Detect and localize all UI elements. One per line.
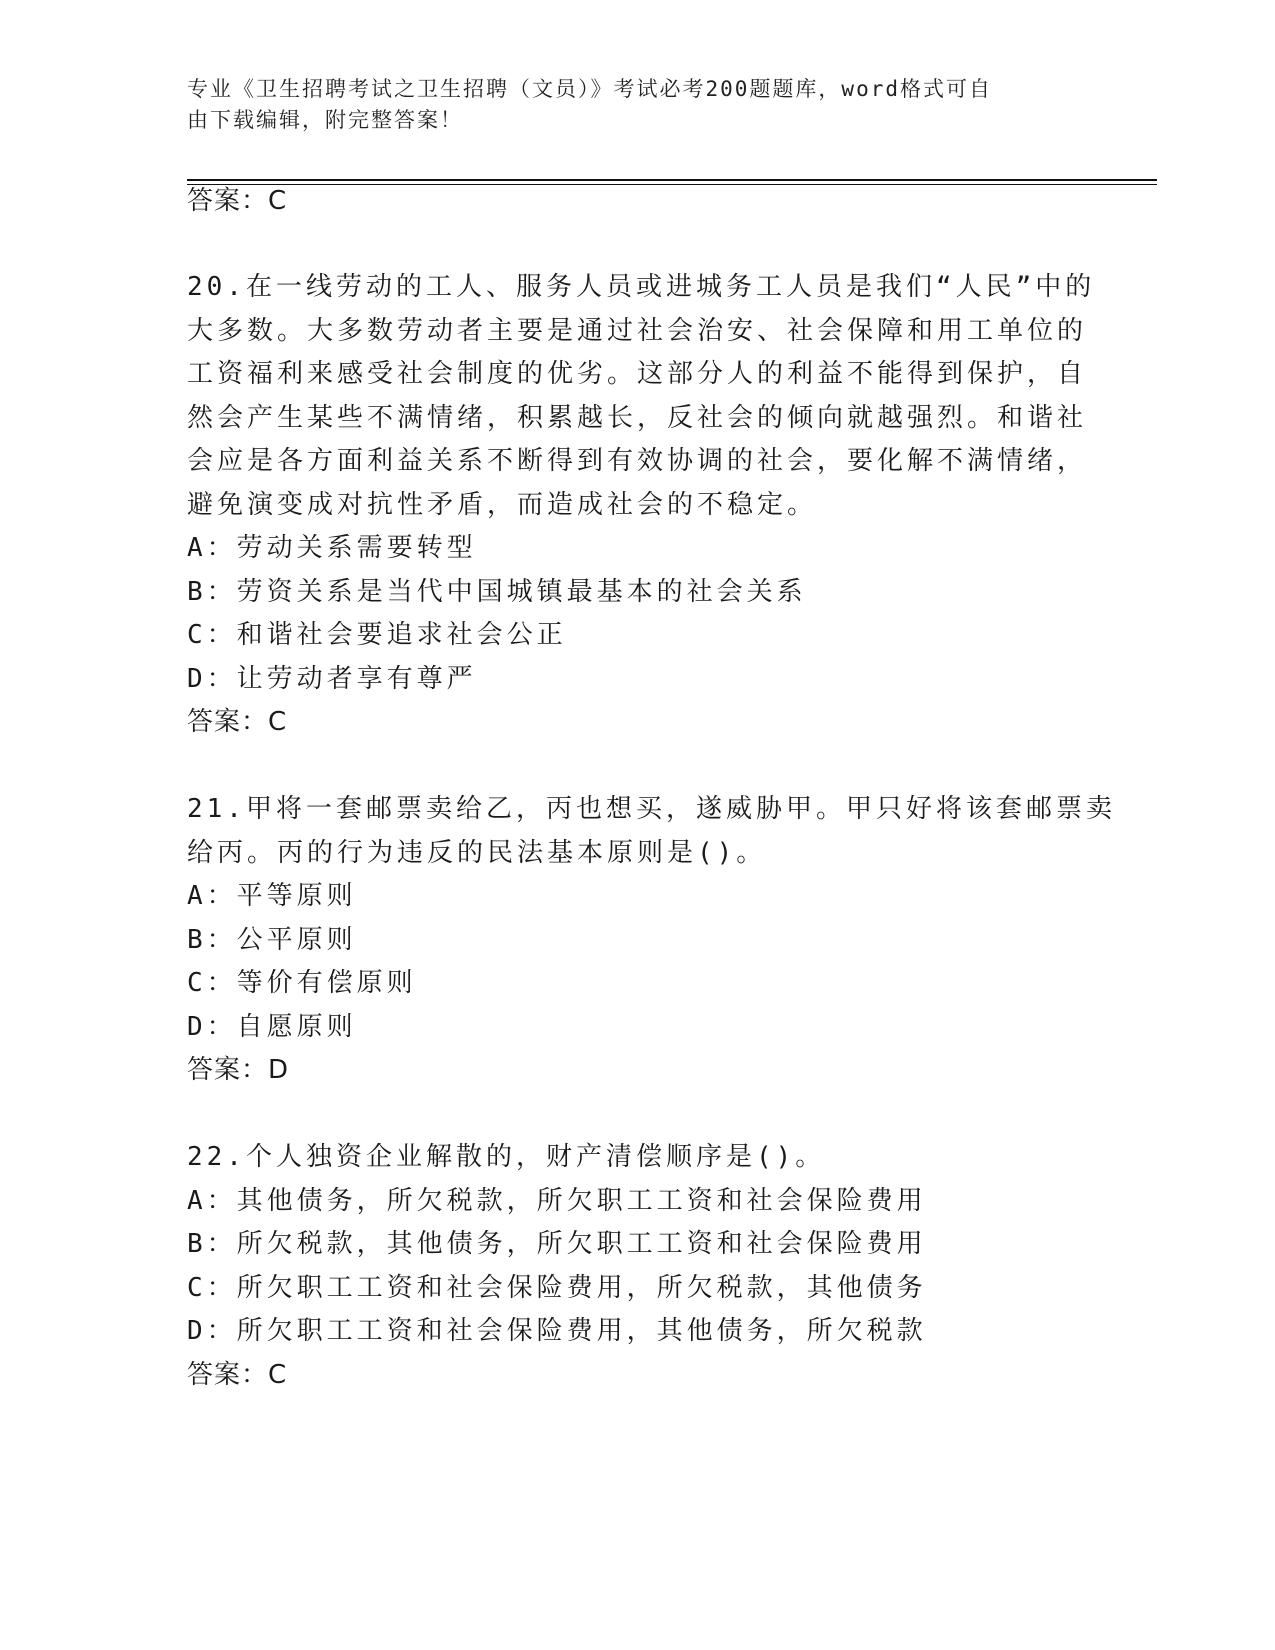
q22-option-b: B：所欠税款，其他债务，所欠职工工资和社会保险费用 [187, 1229, 927, 1259]
q20-option-b: B：劳资关系是当代中国城镇最基本的社会关系 [187, 577, 807, 607]
header-divider-thick [187, 179, 1157, 181]
q20-option-c: C：和谐社会要追求社会公正 [187, 620, 567, 650]
q22-answer: 答案：C [187, 1360, 288, 1390]
q20-text-line-2: 大多数。大多数劳动者主要是通过社会治安、社会保障和用工单位的 [187, 316, 1088, 346]
q20-text-line-3: 工资福利来感受社会制度的优劣。这部分人的利益不能得到保护，自 [187, 359, 1088, 389]
q21-text-line-2: 给丙。丙的行为违反的民法基本原则是()。 [187, 838, 767, 868]
header-line-1: 专业《卫生招聘考试之卫生招聘（文员）》考试必考200题题库，word格式可自 [187, 77, 992, 101]
header-line-2: 由下载编辑，附完整答案！ [187, 108, 463, 132]
q22-option-c: C：所欠职工工资和社会保险费用，所欠税款，其他债务 [187, 1273, 927, 1303]
q21-answer: 答案：D [187, 1055, 290, 1085]
q22-option-a: A：其他债务，所欠税款，所欠职工工资和社会保险费用 [187, 1186, 927, 1216]
q21-option-c: C：等价有偿原则 [187, 968, 417, 998]
previous-answer: 答案：C [187, 186, 288, 216]
q20-text-line-6: 避免演变成对抗性矛盾，而造成社会的不稳定。 [187, 490, 818, 520]
q21-option-a: A：平等原则 [187, 881, 357, 911]
q20-option-d: D：让劳动者享有尊严 [187, 664, 477, 694]
document-header [187, 74, 1087, 136]
q21-option-b: B：公平原则 [187, 925, 357, 955]
q20-answer: 答案：C [187, 707, 288, 737]
q20-text-line-1: 20.在一线劳动的工人、服务人员或进城务工人员是我们“人民”中的 [187, 272, 1096, 302]
q20-text-line-5: 会应是各方面利益关系不断得到有效协调的社会，要化解不满情绪， [187, 446, 1088, 476]
q20-option-a: A：劳动关系需要转型 [187, 533, 477, 563]
q21-text-line-1: 21.甲将一套邮票卖给乙，丙也想买，遂威胁甲。甲只好将该套邮票卖 [187, 794, 1116, 824]
header-divider-thin [187, 184, 1157, 185]
q21-option-d: D：自愿原则 [187, 1012, 357, 1042]
q22-text-line-1: 22.个人独资企业解散的，财产清偿顺序是()。 [187, 1142, 826, 1172]
q22-option-d: D：所欠职工工资和社会保险费用，其他债务，所欠税款 [187, 1316, 927, 1346]
q20-text-line-4: 然会产生某些不满情绪，积累越长，反社会的倾向就越强烈。和谐社 [187, 403, 1088, 433]
